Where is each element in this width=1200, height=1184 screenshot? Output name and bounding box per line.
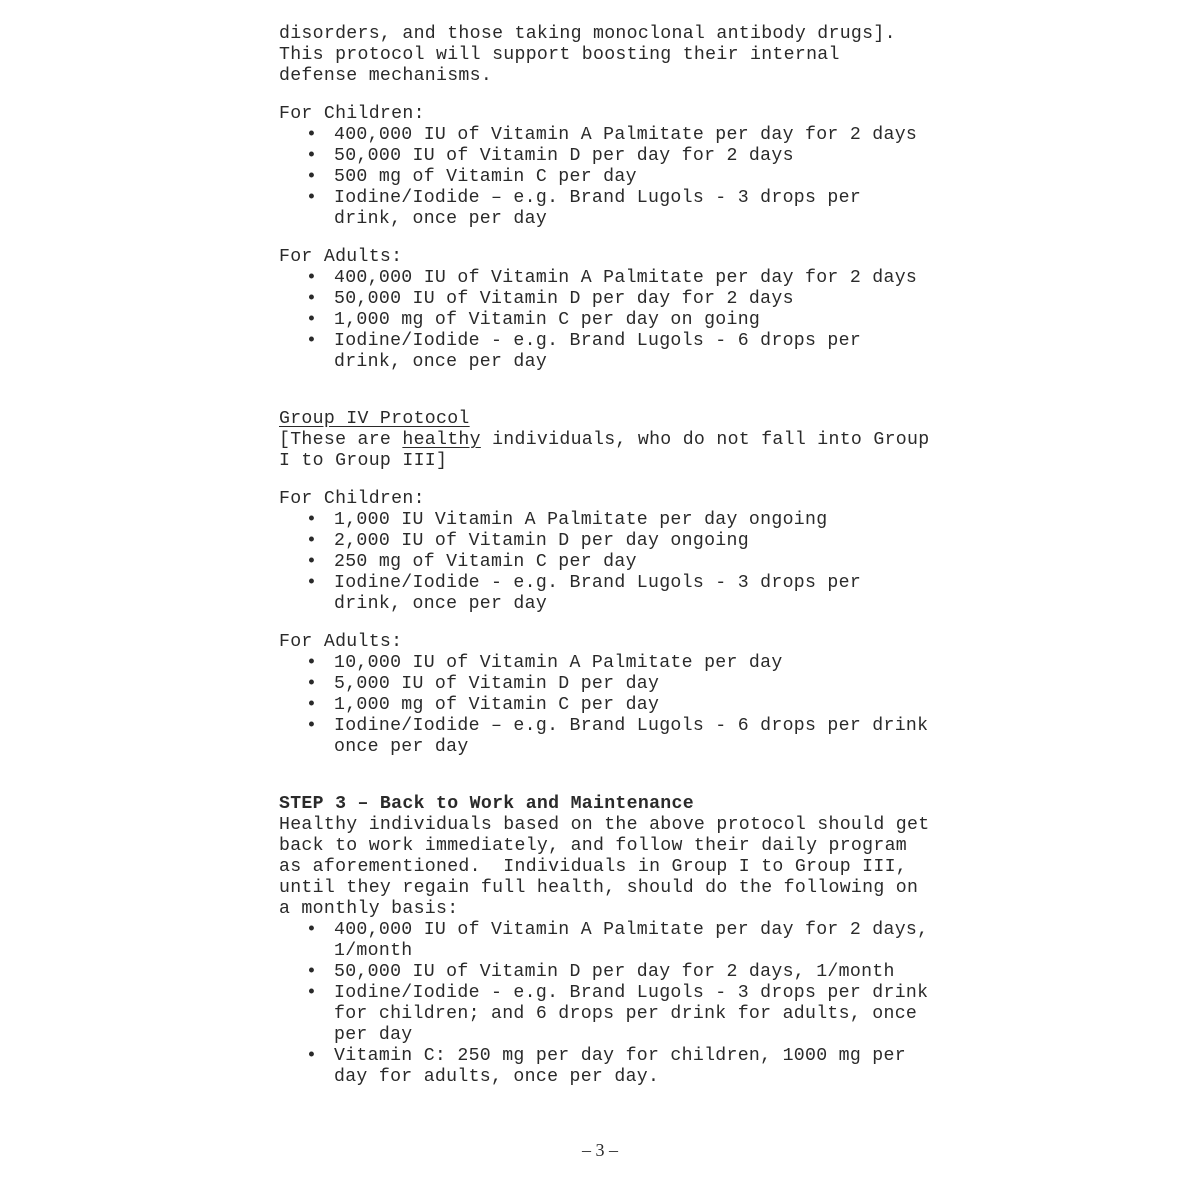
list-item: • Iodine/Iodide - e.g. Brand Lugols - 3 drops per drink, once per day — [279, 573, 939, 615]
group3-children-heading: For Children: — [279, 104, 425, 124]
group4-children-list — [279, 510, 939, 615]
list-item: • Iodine/Iodide - e.g. Brand Lugols - 3 drops per drink for children; and 6 drops per drink for adults, once per day — [279, 983, 939, 1046]
list-item: • 50,000 IU of Vitamin D per day for 2 days, 1/month — [279, 962, 939, 983]
step3-list — [279, 920, 939, 1088]
list-item: • Iodine/Iodide - e.g. Brand Lugols - 6 drops per drink, once per day — [279, 331, 939, 373]
group3-adults-list — [279, 268, 939, 373]
list-item: • 250 mg of Vitamin C per day — [279, 552, 939, 573]
list-item: • 400,000 IU of Vitamin A Palmitate per day for 2 days — [279, 125, 939, 146]
list-item: • Iodine/Iodide – e.g. Brand Lugols - 6 drops per drink once per day — [279, 716, 939, 758]
group4-children-heading: For Children: — [279, 489, 425, 509]
group3-adults-heading: For Adults: — [279, 247, 403, 267]
list-item: • 1,000 mg of Vitamin C per day on going — [279, 310, 939, 331]
step3-title: STEP 3 – Back to Work and Maintenance — [279, 794, 694, 814]
list-item: • 10,000 IU of Vitamin A Palmitate per day — [279, 653, 939, 674]
page-number: – 3 – — [582, 1140, 618, 1160]
list-item: • 1,000 IU Vitamin A Palmitate per day ongoing — [279, 510, 939, 531]
list-item: • Vitamin C: 250 mg per day for children, 1000 mg per day for adults, once per day. — [279, 1046, 939, 1088]
list-item: • Iodine/Iodide – e.g. Brand Lugols - 3 drops per drink, once per day — [279, 188, 939, 230]
step3-paragraph: Healthy individuals based on the above protocol should get back to work immediately, and follow their daily program as aforementioned. Individuals in Group I to Group III, until they regain full health, should do the following on a monthly basis: — [279, 815, 941, 919]
list-item: • 500 mg of Vitamin C per day — [279, 167, 939, 188]
group4-adults-list — [279, 653, 939, 758]
list-item: • 400,000 IU of Vitamin A Palmitate per day for 2 days — [279, 268, 939, 289]
list-item: • 400,000 IU of Vitamin A Palmitate per day for 2 days, 1/month — [279, 920, 939, 962]
intro-line: defense mechanisms. — [279, 66, 493, 86]
list-item: • 5,000 IU of Vitamin D per day — [279, 674, 939, 695]
list-item: • 1,000 mg of Vitamin C per day — [279, 695, 939, 716]
group4-desc-prefix: [These are — [279, 430, 403, 450]
group4-description — [279, 430, 939, 472]
list-item: • 2,000 IU of Vitamin D per day ongoing — [279, 531, 939, 552]
list-item: • 50,000 IU of Vitamin D per day for 2 days — [279, 289, 939, 310]
group3-children-list — [279, 125, 939, 230]
document-page — [279, 24, 939, 1088]
intro-line: This protocol will support boosting their internal — [279, 45, 840, 65]
intro-line: disorders, and those taking monoclonal antibody drugs]. — [279, 24, 896, 44]
group4-desc-emphasis: healthy — [402, 430, 481, 450]
group4-desc-suffix: individuals, who do not fall into Group I to Group III] — [279, 430, 941, 471]
group4-adults-heading: For Adults: — [279, 632, 403, 652]
list-item: • 50,000 IU of Vitamin D per day for 2 days — [279, 146, 939, 167]
group4-title: Group IV Protocol — [279, 409, 470, 429]
